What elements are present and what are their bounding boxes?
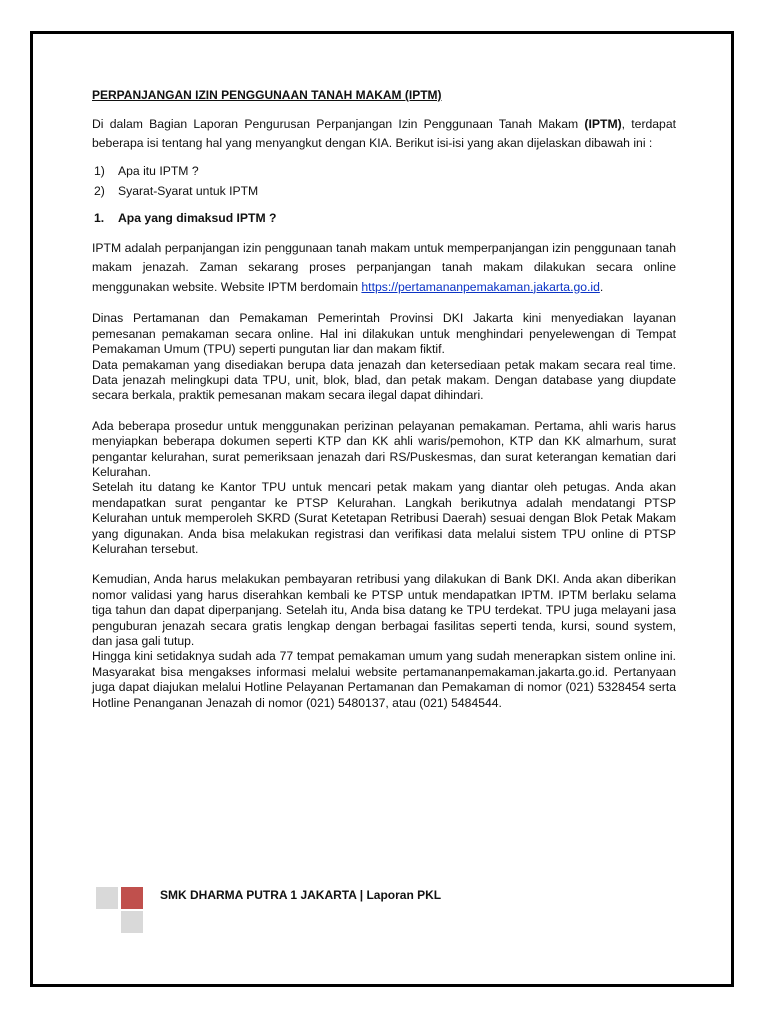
paragraph-data-pemakaman: Data pemakaman yang disediakan berupa data jenazah dan ketersediaan petak makam secara real time. Data jenazah melingkupi data TPU, unit, blok, blad, dan petak makam. Dengan database yang diupdate secara berkala, praktik pemesanan makam secara ilegal dapat dihindari. — [92, 357, 676, 403]
paragraph-pembayaran: Kemudian, Anda harus melakukan pembayaran retribusi yang dilakukan di Bank DKI. Anda akan diberikan nomor validasi yang harus diserahkan kembali ke PTSP untuk mendapatkan IPTM. IPTM berlaku selama tiga tahun dan dapat diperpanjang. Setelah itu, Anda bisa datang ke TPU terdekat. TPU juga melayani jasa penguburan jenazah secara gratis lengkap dengan berbagai fasilitas seperti tenda, kursi, sound system, dan jasa gali tutup. — [92, 572, 676, 649]
footer-decor-gray-square — [96, 887, 118, 909]
paragraph-prosedur: Ada beberapa prosedur untuk menggunakan perizinan pelayanan pemakaman. Pertama, ahli waris harus menyiapkan beberapa dokumen seperti KTP dan KK ahli waris/pemohon, KTP dan KK almarhum, surat pengantar kelurahan, surat pemeriksaan jenazah dari RS/Puskesmas, dan surat keterangan kematian dari Kelurahan. — [92, 418, 676, 479]
toc-item: 1) Apa itu IPTM ? — [94, 164, 199, 179]
footer-text: SMK DHARMA PUTRA 1 JAKARTA | Laporan PKL — [160, 888, 442, 902]
paragraph-kantor-tpu: Setelah itu datang ke Kantor TPU untuk mencari petak makam yang diantar oleh petugas. Anda akan mendapatkan surat pengantar ke PTSP Kelurahan. Langkah berikutnya adalah mendatangi PTSP Kelurahan untuk memperoleh SKRD (Surat Ketetapan Retribusi Daerah) sesuai dengan Blok Petak Makam yang digunakan. Anda bisa melakukan registrasi dan verifikasi data melalui sistem TPU online di PTSP Kelurahan tersebut. — [92, 480, 676, 556]
intro-paragraph: Di dalam Bagian Laporan Pengurusan Perpanjangan Izin Penggunaan Tanah Makam (IPTM), terdapat beberapa isi tentang hal yang menyangkut dengan KIA. Berikut isi-isi yang akan dijelaskan dibawah ini : — [92, 117, 677, 151]
toc-list — [92, 161, 676, 201]
document-body — [92, 88, 676, 711]
document-title: PERPANJANGAN IZIN PENGGUNAAN TANAH MAKAM (IPTM) — [92, 88, 442, 102]
website-link[interactable]: https://pertamananpemakaman.jakarta.go.id — [361, 279, 600, 294]
footer-decor-gray-square — [121, 911, 143, 933]
paragraph-dinas: Dinas Pertamanan dan Pemakaman Pemerintah Provinsi DKI Jakarta kini menyediakan layanan pemesanan pemakaman secara online. Hal ini dilakukan untuk menghindari penyelewengan di Tempat Pemakaman Umum (TPU) seperti pungutan liar dan makam fiktif. — [92, 311, 676, 357]
toc-item: 2) Syarat-Syarat untuk IPTM — [94, 184, 259, 199]
section-heading: 1. Apa yang dimaksud IPTM ? — [94, 211, 277, 226]
intro-bold-term: (IPTM) — [584, 117, 622, 132]
paragraph-hotline: Hingga kini setidaknya sudah ada 77 tempat pemakaman umum yang sudah menerapkan sistem online ini. Masyarakat bisa mengakses informasi melalui website pertamananpemakaman.jakarta.go.id. Pertanyaan juga dapat diajukan melalui Hotline Pelayanan Pertamanan dan Pemakaman di nomor (021) 5328454 serta Hotline Penanganan Jenazah di nomor (021) 5480137, atau (021) 5484544. — [92, 649, 676, 710]
paragraph-iptm-definition: IPTM adalah perpanjangan izin penggunaan tanah makam untuk memperpanjangan izin penggunaan tanah makam jenazah. Zaman sekarang proses perpanjangan tanah makam dilakukan secara online menggunakan website. Website IPTM berdomain https://pertamananpemakaman.jakarta.go.id. — [92, 240, 676, 294]
footer-decor-red-square — [121, 887, 143, 909]
